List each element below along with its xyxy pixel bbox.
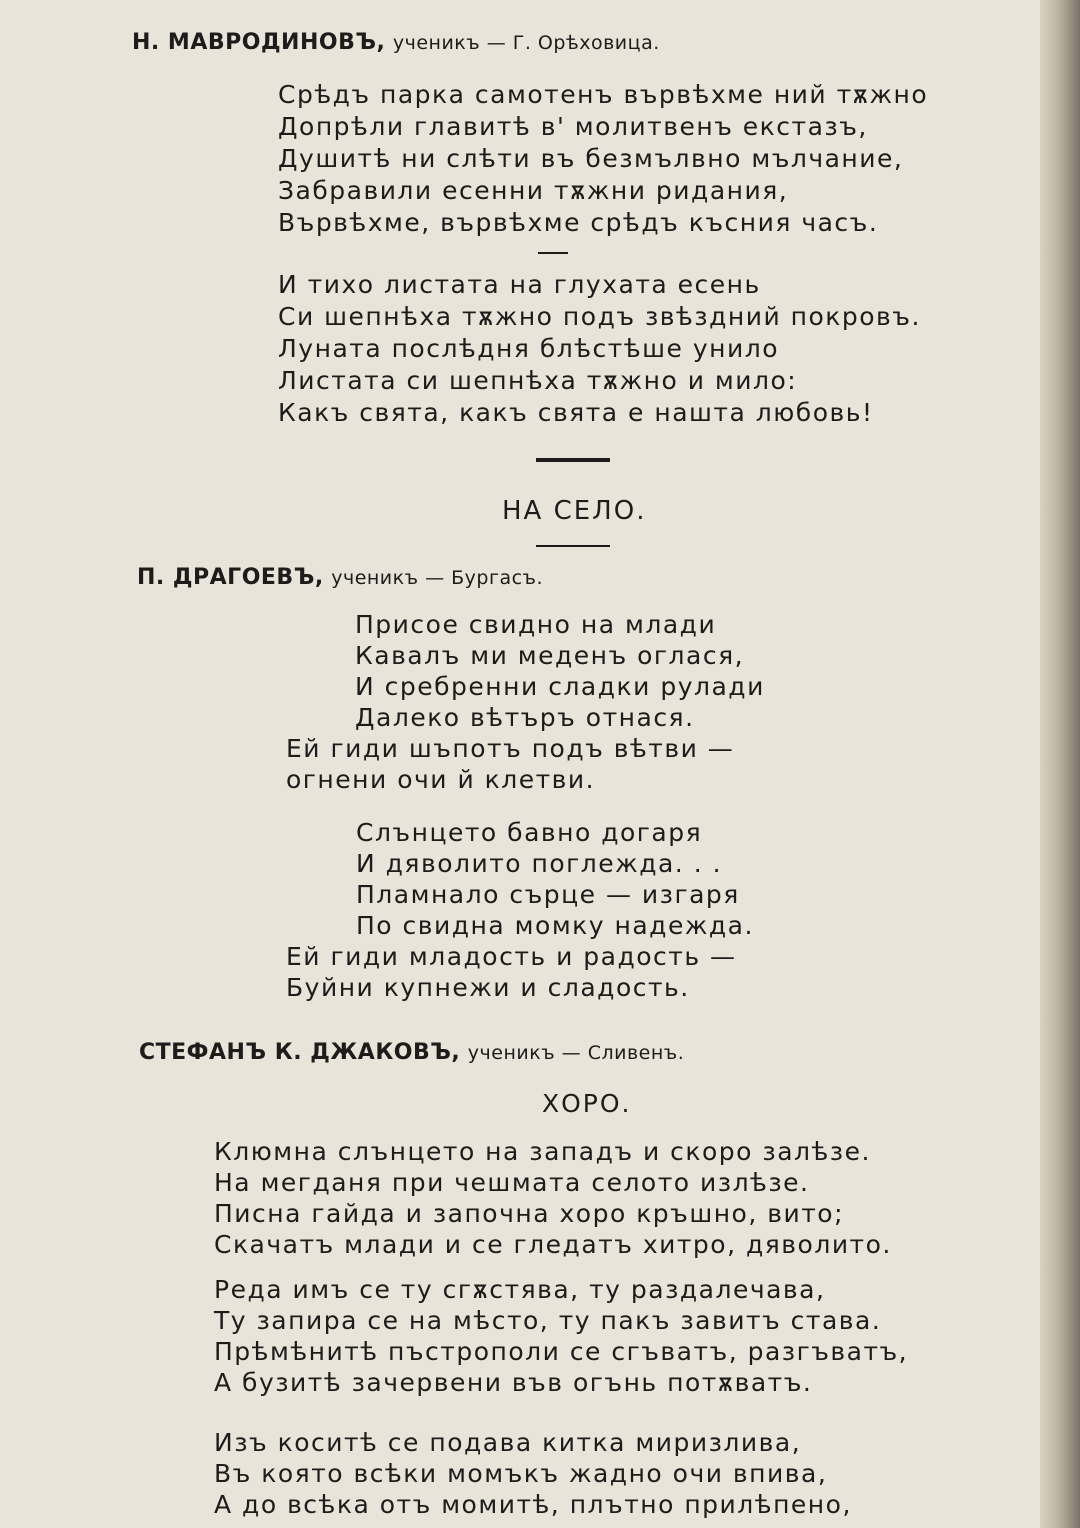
verse-line: Си шепнѣха тѫжно подъ звѣздний покровъ. xyxy=(278,302,921,331)
verse-line: И тихо листата на глухата есень xyxy=(278,270,761,299)
author-line-dzhakov xyxy=(139,1040,684,1065)
author-name: П. ДРАГОЕВЪ, xyxy=(137,565,324,590)
verse-line: Въ която всѣки момъкъ жадно очи впива, xyxy=(214,1459,828,1488)
stanza-separator xyxy=(538,252,568,254)
verse-line: огнени очи й клетви. xyxy=(286,765,596,794)
poem-title-na-selo: НА СЕЛО. xyxy=(502,496,647,526)
verse-line: Слънцето бавно догаря xyxy=(356,818,703,847)
author-name: СТЕФАНЪ К. ДЖАКОВЪ, xyxy=(139,1040,461,1065)
author-name: Н. МАВРОДИНОВЪ, xyxy=(132,30,386,55)
verse-line: Писна гайда и започна хоро кръшно, вито; xyxy=(214,1199,844,1228)
verse-line: Ей гиди шъпотъ подъ вѣтви — xyxy=(286,734,735,763)
poem-title-horo: ХОРО. xyxy=(542,1089,632,1118)
verse-line: Забравили есенни тѫжни ридания, xyxy=(278,176,789,205)
verse-line: Клюмна слънцето на западъ и скоро залѣзе. xyxy=(214,1137,871,1166)
author-line-dragoev xyxy=(137,565,543,590)
author-role: ученикъ — Сливенъ. xyxy=(467,1042,685,1064)
verse-line: Изъ коситѣ се подава китка миризлива, xyxy=(214,1428,802,1457)
section-rule-top xyxy=(536,458,610,462)
poem3-stanza1 xyxy=(214,1136,892,1260)
verse-line: Какъ свята, какъ свята е нашта любовь! xyxy=(278,398,874,427)
verse-line: Скачатъ млади и се гледатъ хитро, дяволито. xyxy=(214,1230,892,1259)
verse-line: Листата си шепнѣха тѫжно и мило: xyxy=(278,366,798,395)
verse-line: Луната послѣдня блѣстѣше унило xyxy=(278,334,780,363)
verse-line: Вървѣхме, вървѣхме срѣдъ късния часъ. xyxy=(278,208,879,237)
verse-line: Ей гиди младость и радость — xyxy=(286,942,737,971)
author-line-mavrodinov xyxy=(132,30,660,55)
verse-line: И сребренни сладки рулади xyxy=(355,672,765,701)
verse-line: Допрѣли главитѣ в' молитвенъ екстазъ, xyxy=(278,112,868,141)
poem2-stanza1 xyxy=(355,609,765,733)
author-role: ученикъ — Г. Орѣховица. xyxy=(392,32,660,54)
verse-line: Буйни купнежи и сладость. xyxy=(286,973,690,1002)
verse-line: Кавалъ ми меденъ оглася, xyxy=(355,641,745,670)
author-role: ученикъ — Бургасъ. xyxy=(331,567,544,589)
verse-line: Реда имъ се ту сгѫстява, ту раздалечава, xyxy=(214,1275,826,1304)
verse-line: Далеко вѣтъръ отнася. xyxy=(355,703,695,732)
page-binding-edge xyxy=(1040,0,1080,1528)
poem1-stanza2 xyxy=(278,269,921,429)
verse-line: Срѣдъ парка самотенъ вървѣхме ний тѫжно xyxy=(278,80,929,109)
verse-line: А бузитѣ зачервени във огънь потѫватъ. xyxy=(214,1368,813,1397)
poem1-stanza1 xyxy=(278,79,928,239)
verse-line: По свидна момку надежда. xyxy=(356,911,754,940)
verse-line: Прѣмѣнитѣ пъстрополи се сгъватъ, разгъватъ, xyxy=(214,1337,909,1366)
verse-line: А до всѣка отъ момитѣ, плътно прилѣпено, xyxy=(214,1490,852,1519)
verse-line: Присое свидно на млади xyxy=(355,610,717,639)
verse-line: Ту запира се на мѣсто, ту пакъ завитъ става. xyxy=(214,1306,882,1335)
poem2-refrain1 xyxy=(286,733,734,795)
poem3-stanza3 xyxy=(214,1427,852,1520)
verse-line: Пламнало сърце — изгаря xyxy=(356,880,740,909)
poem3-stanza2 xyxy=(214,1274,908,1398)
section-rule-bottom xyxy=(536,545,610,547)
verse-line: На мегданя при чешмата селото излѣзе. xyxy=(214,1168,810,1197)
poem2-refrain2 xyxy=(286,941,737,1003)
verse-line: И дяволито поглежда. . . xyxy=(356,849,723,878)
verse-line: Душитѣ ни слѣти въ безмълвно мълчание, xyxy=(278,144,904,173)
poem2-stanza2 xyxy=(356,817,754,941)
